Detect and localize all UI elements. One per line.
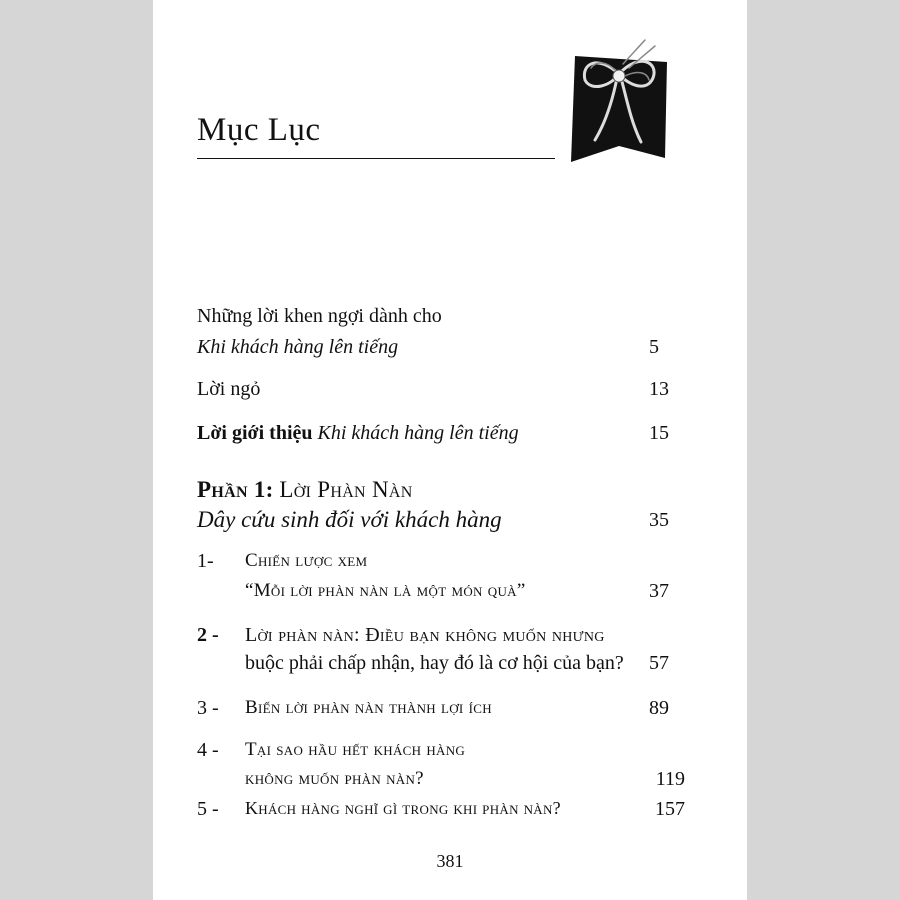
introduction-book-title: Khi khách hàng lên tiếng	[317, 422, 519, 444]
praise-entry-line1: Những lời khen ngợi dành cho	[197, 305, 442, 327]
part-page-number: 35	[649, 509, 669, 531]
part-title: Lời Phàn Nàn	[279, 477, 413, 502]
foreword-entry: Lời ngỏ	[197, 378, 261, 400]
chapter-number: 5 -	[197, 798, 219, 820]
chapter-number: 1-	[197, 550, 214, 572]
chapter-title-line2: “Mỗi lời phàn nàn là một món quà”	[245, 580, 526, 601]
foreword-page-number: 13	[649, 378, 669, 400]
book-page	[153, 0, 747, 900]
chapter-number: 4 -	[197, 739, 219, 761]
chapter-title-line1: Chiến lược xem	[245, 550, 368, 571]
chapter-page-number: 157	[655, 798, 685, 820]
part-subtitle: Dây cứu sinh đối với khách hàng	[197, 507, 502, 532]
chapter-page-number: 37	[649, 580, 669, 602]
chapter-title-line2: buộc phải chấp nhận, hay đó là cơ hội của bạn?	[245, 652, 624, 674]
chapter-page-number: 119	[655, 768, 685, 790]
page-title: Mục Lục	[197, 112, 321, 148]
introduction-page-number: 15	[649, 422, 669, 444]
part-heading	[197, 477, 413, 503]
chapter-number: 3 -	[197, 697, 219, 719]
page-folio-number: 381	[436, 851, 464, 871]
chapter-title-line1: Lời phàn nàn: Điều bạn không muốn nhưng	[245, 624, 605, 646]
title-underline	[197, 158, 555, 159]
praise-page-number: 5	[649, 336, 659, 358]
part-label: Phần 1:	[197, 477, 274, 502]
praise-entry-line2: Khi khách hàng lên tiếng	[197, 336, 399, 358]
introduction-entry	[197, 422, 519, 445]
chapter-page-number: 89	[649, 697, 669, 719]
ribbon-bow-illustration	[567, 34, 669, 164]
chapter-title-line2: không muốn phàn nàn?	[245, 768, 424, 789]
chapter-title-line1: Khách hàng nghĩ gì trong khi phàn nàn?	[245, 798, 561, 818]
chapter-title-line1: Biến lời phàn nàn thành lợi ích	[245, 697, 492, 718]
chapter-page-number: 57	[649, 652, 669, 674]
chapter-title-line1: Tại sao hầu hết khách hàng	[245, 739, 466, 760]
chapter-number: 2 -	[197, 624, 219, 646]
introduction-label: Lời giới thiệu	[197, 422, 313, 444]
